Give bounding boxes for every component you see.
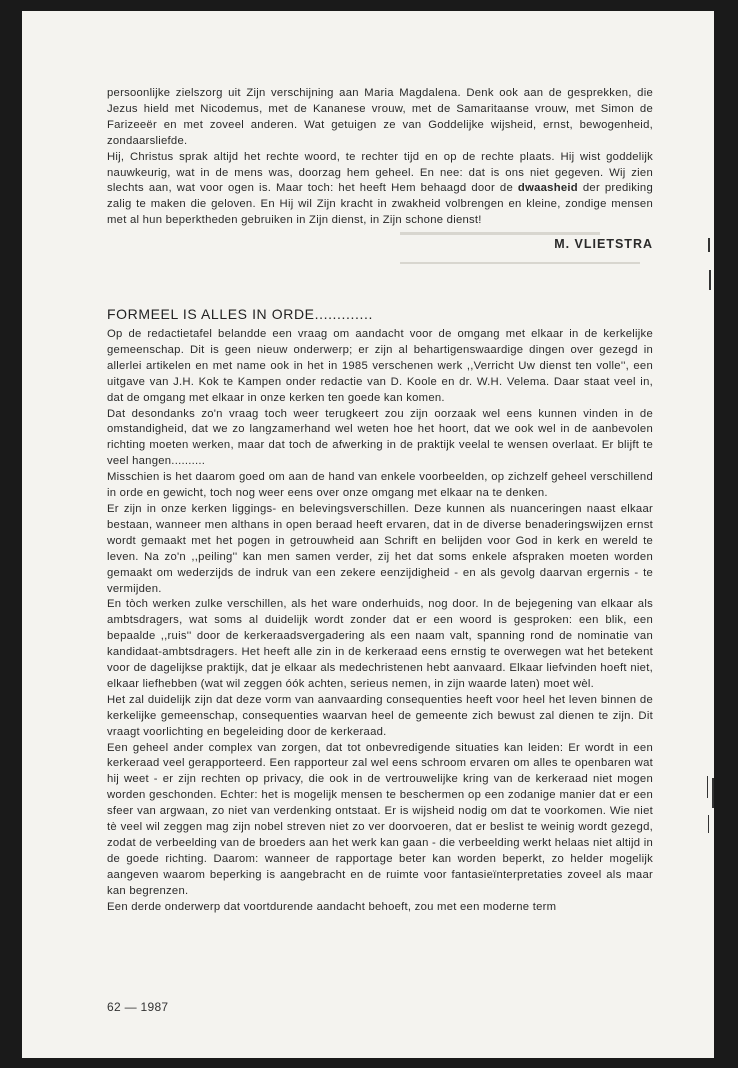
paragraph: persoonlijke zielszorg uit Zijn verschijning aan Maria Magdalena. Denk ook aan de gesprekken, die Jezus hield met Nicodemus, met de Kananese vrouw, met de Samaritaanse vrouw, met Simon de Farizeeër en met zoveel anderen. Wat getuigen ze van Goddelijke wijsheid, ernst, bewogenheid, zondaarsliefde. [107, 87, 653, 147]
binding-mark [708, 238, 710, 252]
paragraph-text: Hij, Christus sprak altijd het rechte woord, te rechter tijd en op de rechte plaats. Hij wist goddelijk nauwkeurig, wat in de mens was, doorzag hem geheel. En nee: dat is ons niet gegeven. Wij zien slechts aan, wat voor ogen is. Maar toch: het heeft Hem behaagd door de [107, 150, 653, 195]
binding-mark [707, 776, 708, 798]
author-signature: M. VLIETSTRA [554, 237, 653, 251]
emphasized-word: dwaasheid [517, 182, 578, 195]
show-through-mark [400, 262, 640, 264]
page-number: 62 — 1987 [107, 1000, 169, 1014]
paragraph: Het zal duidelijk zijn dat deze vorm van aanvaarding consequenties heeft voor heel het leven binnen de kerkelijke gemeenschap, consequenties waarvan heel de gemeente zich bewust zal dienen te zijn. Dit vraagt voorlichting en begeleiding door de kerkeraad. [107, 693, 653, 738]
article-heading: FORMEEL IS ALLES IN ORDE............. [107, 306, 373, 322]
paragraph-text: der prediking zalig te maken die geloven. En Hij wil Zijn kracht in zwakheid volbrengen en kleine, zondige mensen met al hun beperktheden gebruiken in Zijn dienst, in Zijn schone dienst! [107, 182, 653, 227]
binding-mark [712, 778, 714, 808]
paragraph: Misschien is het daarom goed om aan de hand van enkele voorbeelden, op zichzelf geheel verschillend in orde en gewicht, toch nog weer eens over onze omgang met elkaar na te denken. [107, 471, 653, 500]
paragraph: Er zijn in onze kerken liggings- en belevingsverschillen. Deze kunnen als nuanceringen naast elkaar bestaan, wanneer men althans in open beraad heeft ervaren, dat in de diverse benaderingswijzen ernst wordt gemaakt met het pogen in getrouwheid aan Schrift en belijden voor God in kerk en wereld te leven. Na zo'n ,,peiling'' kan men samen verder, zij het dat soms enkele afspraken moeten worden gemaakt om wederzijds de indruk van een zekere eenzijdigheid - en als gevolg daarvan ergernis - te vermijden. [107, 502, 653, 595]
binding-mark [709, 270, 711, 290]
article-body [107, 327, 653, 916]
paragraph: Dat desondanks zo'n vraag toch weer terugkeert zou zijn oorzaak wel eens kunnen vinden in de omstandigheid, dat we zo langzamerhand wel weten hoe het hoort, dat we ook wel in de aanbevolen richting moeten werken, maar dat toch de afwerking in de praktijk veelal te wensen overlaat. Er blijft te veel hangen.......... [107, 407, 653, 468]
paragraph: Een derde onderwerp dat voortdurende aandacht behoeft, zou met een moderne term [107, 900, 557, 913]
paragraph [107, 150, 653, 230]
paragraph: Op de redactietafel belandde een vraag om aandacht voor de omgang met elkaar in de kerkelijke gemeenschap. Dit is geen nieuw onderwerp; er zijn al behartigenswaardige dingen over gezegd in allerlei artikelen en met name ook in het in 1985 verschenen werk ,,Verricht Uw dienst ten volle'', een uitgave van J.H. Kok te Kampen onder redactie van D. Koole en dr. W.H. Velema. Daar staat veel in, dat de omgang met elkaar in onze kerken ten goede kan komen. [107, 328, 653, 404]
article-continuation [107, 86, 653, 229]
paragraph: Een geheel ander complex van zorgen, dat tot onbevredigende situaties kan leiden: Er wordt in een kerkeraad veel gerapporteerd. Een rapporteur zal wel eens schroom ervaren om alles te openbaren wat hij weet - er zijn rechten op privacy, die ook in de vertrouwelijke kring van de kerkeraad niet mogen worden geschonden. Echter: het is mogelijk mensen te beschermen op een zodanige manier dat er een sfeer van argwaan, zo niet van verdenking ontstaat. Er is wijsheid nodig om dat te voorkomen. Wie niet tè veel wil zeggen mag zijn nobel streven niet zo ver doorvoeren, dat er beslist te weinig wordt gezegd, zodat de verbeelding van de broeders aan het werk kan gaan - die verbeelding werkt helaas niet altijd in de goede richting. Daarom: wanneer de rapportage beter kan worden beperkt, zo helder mogelijk aangeven waarom beperking is aangebracht en de ruimte voor fantasieïnterpretaties zoveel als maar kan begrenzen. [107, 741, 653, 897]
binding-mark [708, 815, 709, 833]
show-through-mark [400, 232, 600, 235]
paragraph: En tòch werken zulke verschillen, als het ware onderhuids, nog door. In de bejegening van elkaar als ambtsdragers, wat soms al duidelijk wordt zonder dat er een woord is gesproken: een blik, een bepaalde ,,ruis'' door de kerkeraadsvergadering als een naam valt, spanning rond de nominatie van kandidaat-ambtsdragers. Het heeft alle zin in de kerkeraad eens ernstig te overwegen wat het betekent voor de dagelijkse praktijk, dat je elkaar als medechristenen hebt aanvaard. Elkaar liefvinden hoeft niet, elkaar liefhebben (wat wil zeggen óók achten, serieus nemen, in zijn waarde laten) moet wèl. [107, 598, 653, 690]
